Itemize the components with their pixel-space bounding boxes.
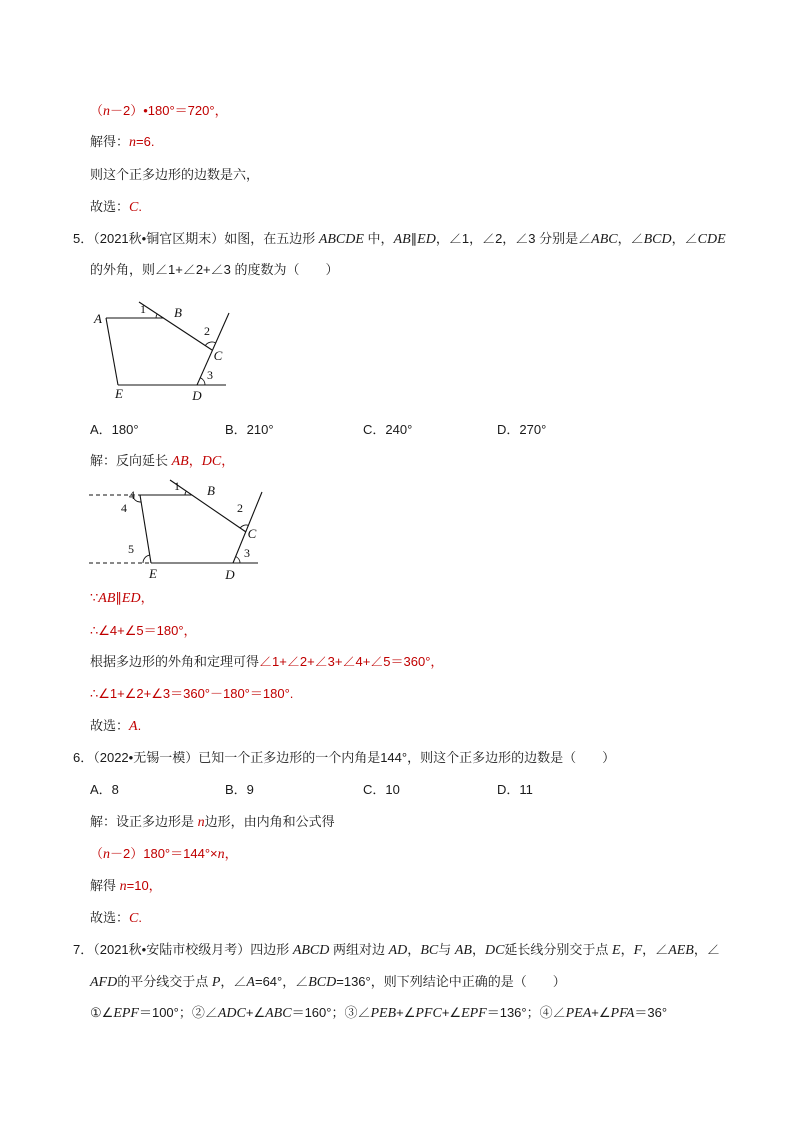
math-variable: AB bbox=[454, 943, 472, 958]
angle-3-arc bbox=[200, 378, 205, 385]
text-run: －2）•180°＝720°， bbox=[110, 103, 228, 118]
text-run: ，∠ bbox=[671, 231, 698, 246]
math-variable: AD bbox=[388, 943, 408, 958]
math-variable: CDE bbox=[697, 232, 726, 247]
option-b: B．9 bbox=[225, 782, 254, 797]
text-run: －2）180°＝144°× bbox=[110, 846, 218, 861]
option-d: D．270° bbox=[497, 422, 547, 437]
text-run: +∠ bbox=[245, 1005, 266, 1020]
text-run: . bbox=[137, 718, 142, 733]
question-6-stem bbox=[73, 748, 615, 768]
angle-label-3: 3 bbox=[207, 368, 213, 382]
text-run: ，∠ bbox=[693, 942, 720, 957]
solution-line bbox=[90, 844, 238, 864]
angle-2-arc bbox=[205, 342, 215, 346]
math-variable: BCD bbox=[643, 232, 672, 247]
angle-3-arc bbox=[236, 557, 240, 564]
math-variable: F bbox=[633, 943, 643, 958]
angle-5-arc bbox=[143, 555, 150, 563]
text-run: =6. bbox=[136, 134, 155, 149]
solution-line bbox=[90, 588, 154, 608]
question-5-stem bbox=[90, 260, 339, 280]
text-run: ，∠ bbox=[220, 974, 247, 989]
text-run: （ bbox=[90, 103, 104, 118]
edge-ae bbox=[106, 318, 118, 385]
text-run: 解：设正多边形是 bbox=[90, 814, 198, 829]
text-run: 根据多边形的外角和定理可得 bbox=[90, 654, 260, 669]
text-run: 解：反向延长 bbox=[90, 453, 172, 468]
text-run: =64°，∠ bbox=[254, 974, 309, 989]
math-variable: DC bbox=[484, 943, 505, 958]
text-run: . bbox=[138, 910, 142, 925]
math-variable: AB bbox=[171, 454, 189, 469]
math-variable: ED bbox=[417, 232, 436, 247]
text-run: ＝160°；③∠ bbox=[291, 1005, 371, 1020]
vertex-label-b: B bbox=[174, 305, 182, 320]
math-variable: AB bbox=[393, 232, 411, 247]
text-run: 的外角，则∠1+∠2+∠3 的度数为（ ） bbox=[90, 262, 339, 277]
option-d: D．11 bbox=[497, 782, 533, 797]
text-run: +∠ bbox=[441, 1005, 462, 1020]
text-run: +∠ bbox=[591, 1005, 611, 1020]
math-variable: E bbox=[612, 943, 621, 958]
text-run: 边形，由内角和公式得 bbox=[204, 814, 335, 829]
math-variable: ABC bbox=[265, 1006, 292, 1021]
vertex-label-c: C bbox=[247, 526, 257, 541]
solution-line bbox=[90, 812, 335, 832]
option-b: B．210° bbox=[225, 422, 274, 437]
text-run: 中， bbox=[363, 231, 394, 246]
text-run: 解得 bbox=[90, 878, 120, 893]
math-variable: BC bbox=[420, 943, 439, 958]
text-run: ， bbox=[471, 942, 485, 957]
answer-line bbox=[90, 197, 142, 217]
math-variable: ABCD bbox=[292, 943, 330, 958]
text-run: 则这个正多边形的边数是六， bbox=[90, 167, 260, 182]
text-run: 延长线分别交于点 bbox=[504, 942, 613, 957]
text-run: ， bbox=[140, 590, 154, 605]
angle-label-4: 4 bbox=[129, 488, 135, 502]
angle-label-1: 1 bbox=[174, 479, 180, 493]
math-variable: A bbox=[246, 975, 255, 990]
math-variable: n bbox=[217, 847, 225, 862]
math-variable: C bbox=[129, 911, 139, 926]
text-run: 与 bbox=[438, 942, 455, 957]
text-run: =10， bbox=[126, 878, 162, 893]
pentagon-figure bbox=[85, 290, 245, 405]
option-c: C．240° bbox=[363, 422, 413, 437]
text-run: 两组对边 bbox=[329, 942, 389, 957]
math-variable: AFD bbox=[90, 975, 118, 990]
text-run: 的平分线交于点 bbox=[117, 974, 212, 989]
math-variable: C bbox=[129, 200, 139, 215]
option-a: A．180° bbox=[90, 422, 139, 437]
text-run: ， bbox=[188, 453, 202, 468]
math-variable: A bbox=[129, 719, 138, 734]
solution-line bbox=[90, 101, 228, 121]
answer-line bbox=[90, 716, 141, 736]
math-variable: n bbox=[119, 879, 127, 894]
text-run: 故选： bbox=[90, 718, 130, 733]
angle-label-5: 5 bbox=[128, 542, 134, 556]
solution-line bbox=[90, 132, 154, 152]
math-variable: PEB bbox=[370, 1006, 397, 1021]
text-run: （ bbox=[90, 846, 104, 861]
math-variable: EPF bbox=[461, 1006, 487, 1021]
question-5-stem bbox=[73, 229, 726, 249]
math-variable: n bbox=[197, 815, 205, 830]
question-7-stem bbox=[90, 972, 566, 992]
text-run: ，∠ bbox=[642, 942, 669, 957]
text-run: ， bbox=[221, 453, 235, 468]
math-variable: AB bbox=[98, 591, 116, 606]
math-variable: PEA bbox=[565, 1006, 592, 1021]
text-run: ，∠1，∠2，∠3 分别是∠ bbox=[435, 231, 592, 246]
solution-line bbox=[90, 684, 293, 704]
text-run: =136°，则下列结论中正确的是（ ） bbox=[336, 974, 566, 989]
answer-line bbox=[90, 908, 142, 928]
math-variable: EPF bbox=[113, 1006, 139, 1021]
math-variable: ED bbox=[121, 591, 141, 606]
math-variable: ADC bbox=[217, 1006, 246, 1021]
option-a: A．8 bbox=[90, 782, 119, 797]
text-run: 6．（2022•无锡一模）已知一个正多边形的一个内角是144°，则这个正多边形的边数是（ ） bbox=[73, 750, 616, 765]
text-run: ，∠ bbox=[617, 231, 644, 246]
angle-1-arc bbox=[156, 314, 157, 318]
text-run: ＝36° bbox=[634, 1005, 668, 1020]
angle-label-2: 2 bbox=[204, 324, 210, 338]
math-variable: PFC bbox=[415, 1006, 442, 1021]
solution-line bbox=[90, 876, 162, 896]
vertex-label-b: B bbox=[207, 483, 215, 498]
text-run: . bbox=[138, 199, 142, 214]
text-run: +∠ bbox=[396, 1005, 416, 1020]
math-variable: ABC bbox=[591, 232, 618, 247]
solution-line bbox=[90, 165, 259, 185]
angle-1-arc bbox=[185, 491, 186, 495]
question-7-statements bbox=[90, 1003, 667, 1023]
text-run: 解得： bbox=[90, 134, 130, 149]
math-variable: ABCDE bbox=[318, 232, 364, 247]
angle-label-3: 3 bbox=[244, 546, 250, 560]
math-variable: AEB bbox=[668, 943, 694, 958]
solution-line bbox=[90, 652, 443, 672]
option-c: C．10 bbox=[363, 782, 400, 797]
math-variable: P bbox=[211, 975, 221, 990]
text-run: ①∠ bbox=[90, 1005, 114, 1020]
angle-label-2: 2 bbox=[237, 501, 243, 515]
vertex-label-e: E bbox=[115, 386, 123, 401]
text-run: 故选： bbox=[90, 199, 130, 214]
text-run: ∥ bbox=[115, 590, 122, 605]
vertex-label-d: D bbox=[225, 567, 235, 582]
vertex-label-e: E bbox=[149, 566, 157, 581]
text-run: 故选： bbox=[90, 910, 130, 925]
angle-label-1: 1 bbox=[140, 302, 146, 316]
edge-ae bbox=[140, 495, 151, 563]
text-run: ∴∠4+∠5＝180°， bbox=[90, 623, 197, 638]
text-run: ∠1+∠2+∠3+∠4+∠5＝360°， bbox=[259, 654, 444, 669]
math-variable: BCD bbox=[308, 975, 337, 990]
solution-line bbox=[90, 451, 234, 471]
vertex-label-d: D bbox=[192, 388, 202, 403]
question-7-stem bbox=[73, 940, 720, 960]
math-variable: n bbox=[129, 135, 137, 150]
math-variable: n bbox=[103, 847, 111, 862]
angle-label-4: 4 bbox=[121, 501, 127, 515]
text-run: 7．（2021秋•安陆市校级月考）四边形 bbox=[73, 942, 293, 957]
vertex-label-a: A bbox=[94, 311, 102, 326]
text-run: ， bbox=[224, 846, 238, 861]
math-variable: DC bbox=[201, 454, 222, 469]
solution-line bbox=[90, 621, 197, 641]
text-run: ， bbox=[407, 942, 421, 957]
text-run: 5．（2021秋•铜官区期末）如图，在五边形 bbox=[73, 231, 319, 246]
text-run: ＝100°；②∠ bbox=[138, 1005, 218, 1020]
text-run: ＝136°；④∠ bbox=[486, 1005, 566, 1020]
text-run: ， bbox=[620, 942, 634, 957]
text-run: ∴∠1+∠2+∠3＝360°－180°＝180°. bbox=[90, 686, 294, 701]
text-run: ∥ bbox=[410, 231, 418, 246]
vertex-label-c: C bbox=[213, 348, 223, 363]
solution-figure bbox=[85, 475, 270, 585]
math-variable: n bbox=[103, 104, 111, 119]
math-variable: PFA bbox=[610, 1006, 635, 1021]
text-run: ∵ bbox=[90, 590, 99, 605]
